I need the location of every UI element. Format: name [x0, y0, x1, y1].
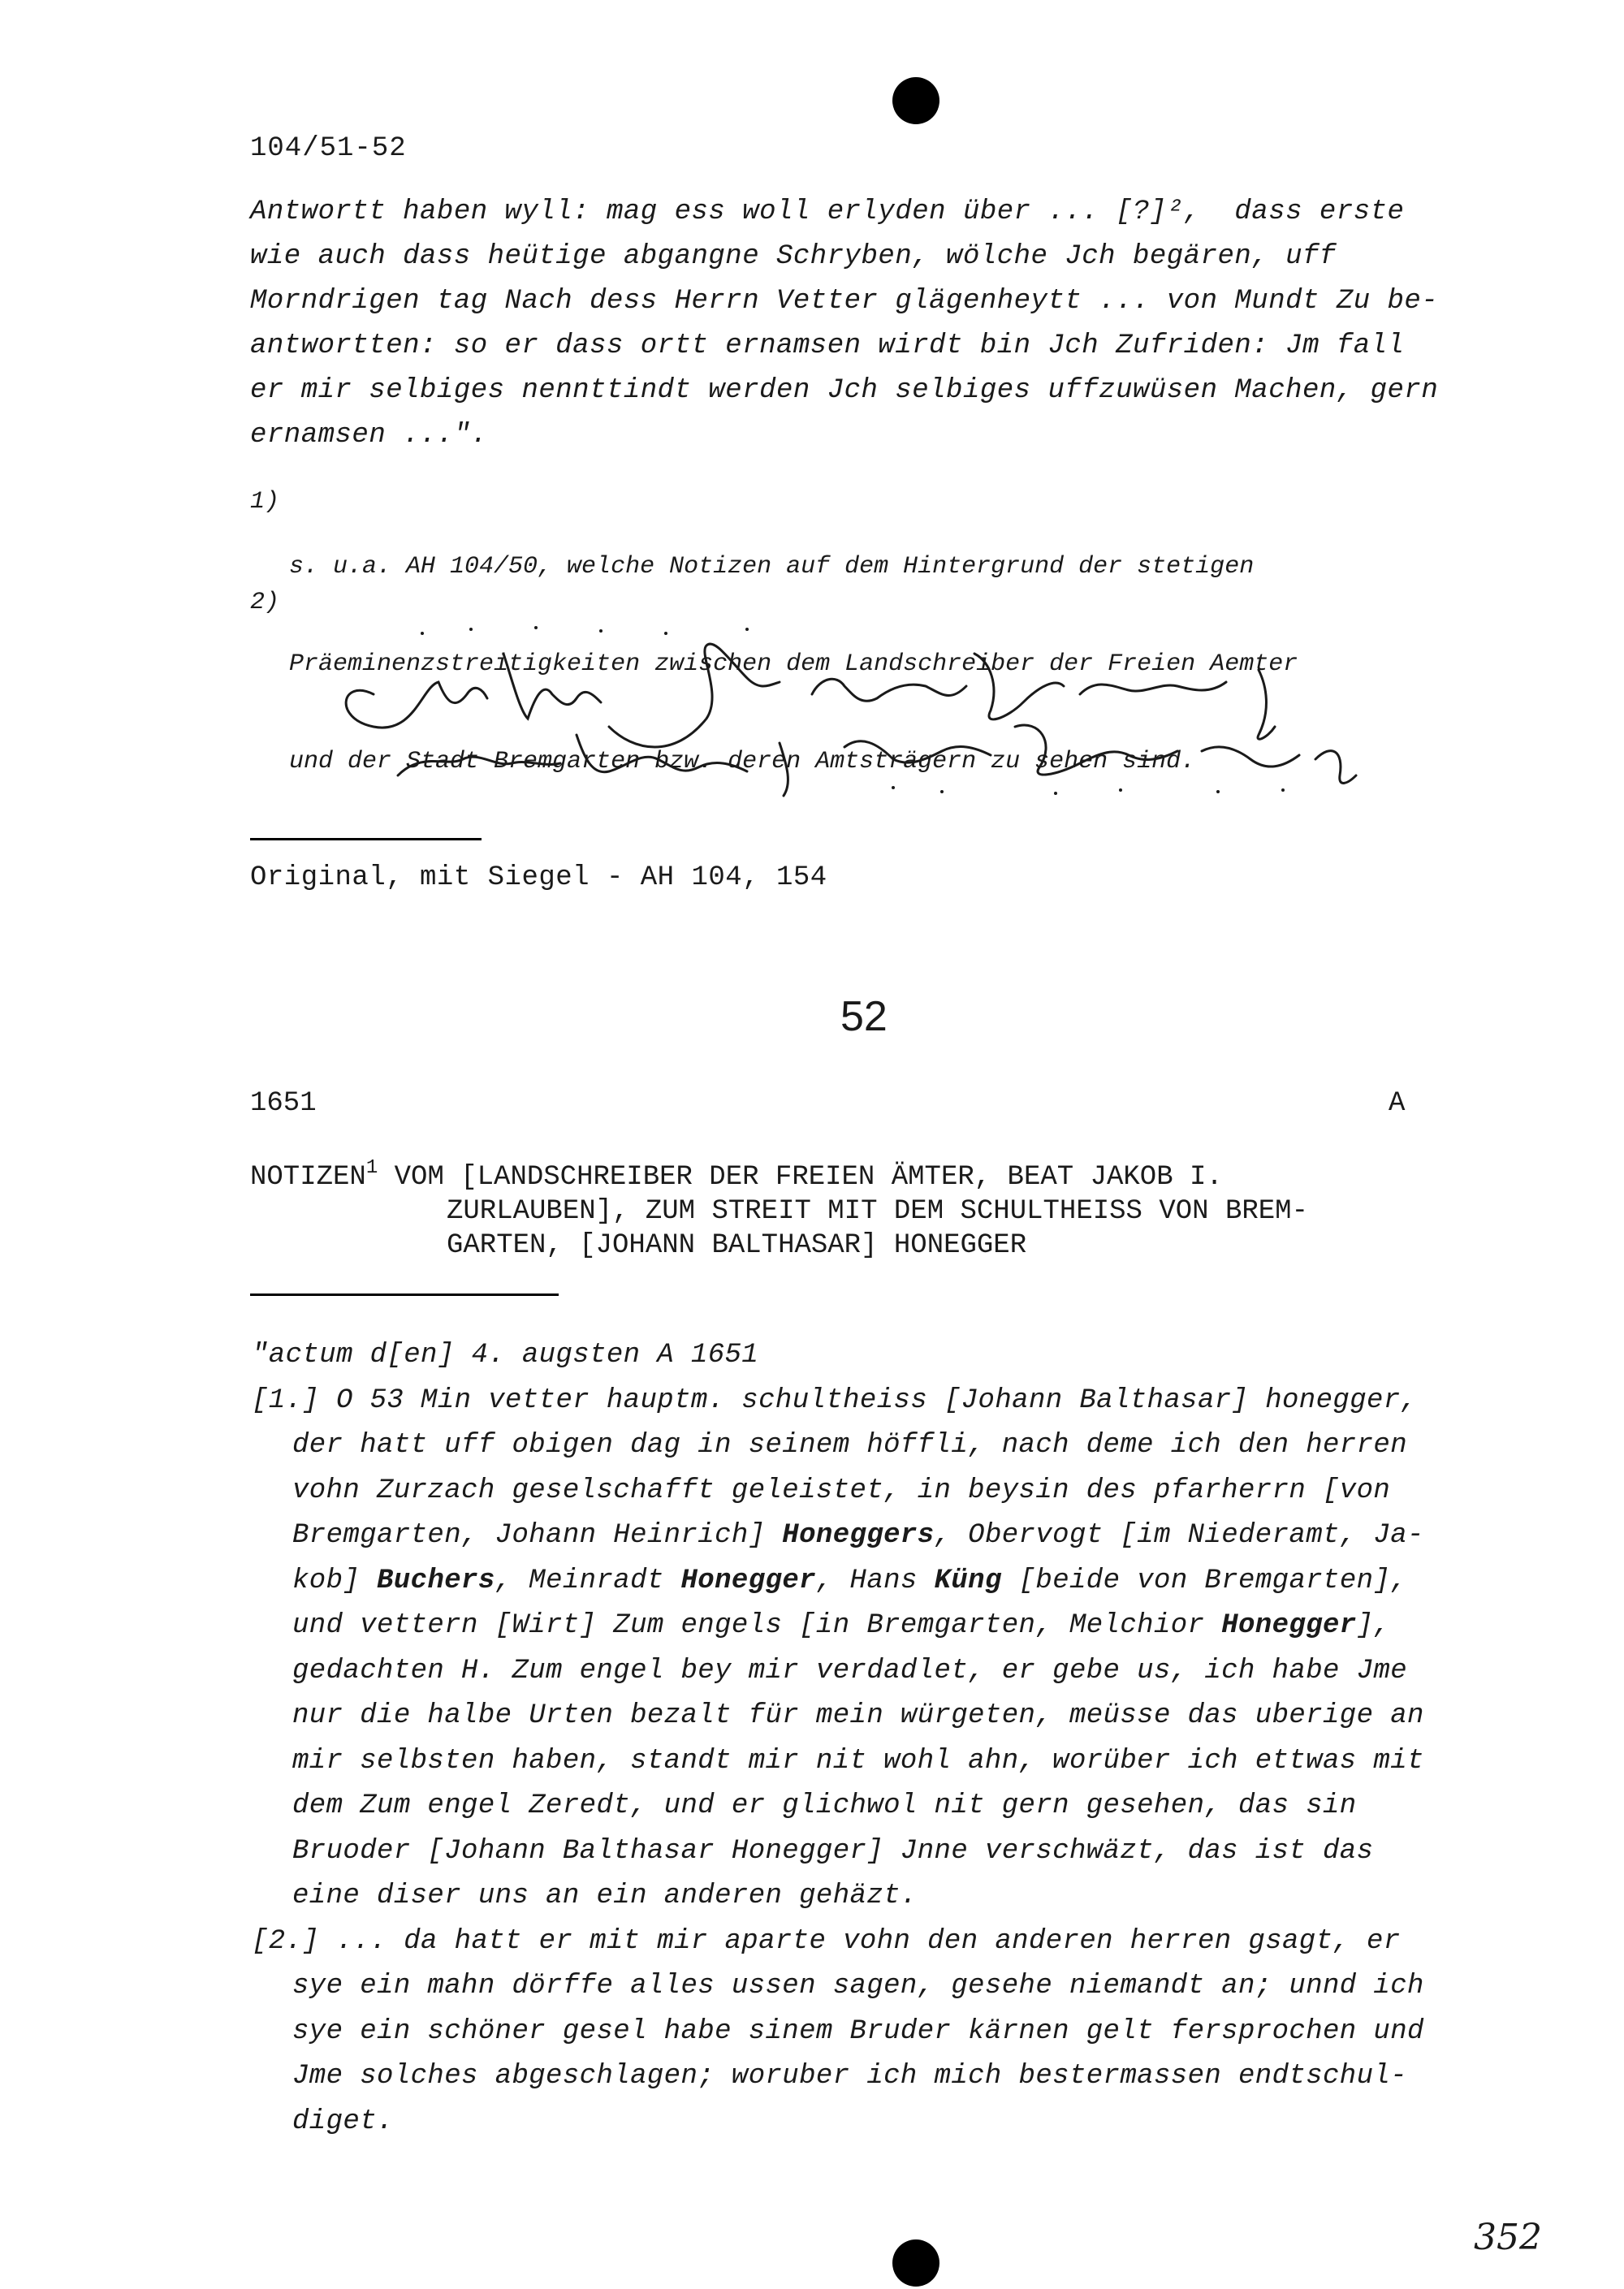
body-bold-name: Buchers: [377, 1565, 495, 1596]
body-line: [252, 1514, 1518, 1559]
punch-hole-bottom: [892, 2239, 939, 2287]
footnote-line: Präeminenzstreitigkeiten zwischen dem Landschreiber der Freien Aemter: [289, 650, 1298, 678]
body-text-span: und vettern [Wirt] Zum engels [in Bremgarten, Melchior: [292, 1610, 1222, 1641]
body-line: Jme solches abgeschlagen; woruber ich mich bestermassen endtschul-: [292, 2061, 1408, 2092]
quote-line: Morndrigen tag Nach dess Herrn Vetter glägenheytt ... von Mundt Zu be-: [250, 286, 1439, 317]
body-line: sye ein mahn dörffe alles ussen sagen, gesehe niemandt an; unnd ich: [292, 1971, 1424, 2002]
body-line: sye ein schöner gesel habe sinem Bruder kärnen gelt fersprochen und: [292, 2015, 1424, 2047]
body-line: diget.: [292, 2105, 394, 2137]
heading-footnote-marker: 1: [365, 1157, 378, 1179]
body-text-span: kob]: [292, 1565, 378, 1596]
body-bold-name: Küng: [934, 1565, 1002, 1596]
handwritten-page-number: 352: [1474, 2217, 1542, 2258]
heading-line: ZURLAUBEN], ZUM STREIT MIT DEM SCHULTHEISS VON BREM-: [447, 1196, 1308, 1227]
section-divider: [250, 838, 482, 840]
quote-line: wie auch dass heütige abgangne Schryben, wölche Jch begären, uff: [250, 241, 1337, 272]
body-text-span: , Hans: [815, 1565, 935, 1596]
footnote-line: s. u.a. AH 104/50, welche Notizen auf dem Hintergrund der stetigen: [289, 553, 1255, 581]
body-bold-name: Honegger: [680, 1565, 816, 1596]
document-year: 1651: [250, 1088, 317, 1119]
transcription-body: [252, 1333, 1518, 2144]
quote-line: ernamsen ...".: [250, 420, 488, 451]
quote-block: [250, 190, 1501, 458]
document-letter: A: [1389, 1088, 1406, 1119]
body-line: [252, 1604, 1518, 1649]
body-line: dem Zum engel Zeredt, und er glichwol nit gern gesehen, das sin: [292, 1790, 1357, 1821]
body-line: mir selbsten haben, standt mir nit wohl ahn, worüber ich ettwas mit: [292, 1745, 1424, 1777]
body-line: gedachten H. Zum engel bey mir verdadlet, er gebe us, ich habe Jme: [292, 1655, 1408, 1687]
footnote-line: und der Stadt Bremgarten bzw. deren Amtsträgern zu sehen sind.: [289, 748, 1196, 775]
heading-divider: [250, 1294, 559, 1296]
body-line: nur die halbe Urten bezalt für mein würgeten, meüsse das uberige an: [292, 1700, 1424, 1731]
handwritten-script-facsimile: [325, 605, 1372, 808]
body-text-span: , Meinradt: [495, 1565, 681, 1596]
heading-line: GARTEN, [JOHANN BALTHASAR] HONEGGER: [447, 1230, 1027, 1261]
quote-line: er mir selbiges nennttindt werden Jch selbiges uffzuwüsen Machen, gern: [250, 375, 1439, 406]
document-number: 52: [840, 993, 888, 1040]
body-line: der hatt uff obigen dag in seinem höffli, nach deme ich den herren: [292, 1430, 1408, 1461]
heading-line1-rest: VOM [LANDSCHREIBER DER FREIEN ÄMTER, BEAT JAKOB I.: [378, 1162, 1223, 1193]
body-bold-name: Honeggers: [782, 1520, 935, 1551]
source-note: Original, mit Siegel - AH 104, 154: [250, 862, 827, 893]
body-line: [2.] ... da hatt er mit mir aparte vohn den anderen herren gsagt, er: [252, 1925, 1401, 1957]
footnote-number: 2): [250, 589, 280, 616]
body-line: [1.] O 53 Min vetter hauptm. schultheiss [Johann Balthasar] honegger,: [252, 1384, 1418, 1416]
body-line: vohn Zurzach geselschafft geleistet, in beysin des pfarherrn [von: [292, 1475, 1391, 1506]
body-line: Bruoder [Johann Balthasar Honegger] Jnne verschwäzt, das ist das: [292, 1835, 1374, 1867]
heading-line: [250, 1151, 1308, 1194]
body-line: [252, 1559, 1518, 1604]
heading-prefix: NOTIZEN: [250, 1162, 366, 1193]
body-line: "actum d[en] 4. augsten A 1651: [252, 1340, 759, 1371]
footnote-number: 1): [250, 488, 280, 516]
document-heading: [250, 1151, 1308, 1263]
body-text-span: ],: [1356, 1610, 1391, 1641]
quote-line: antwortten: so er dass ortt ernamsen wirdt bin Jch Zufriden: Jm fall: [250, 330, 1405, 361]
body-text-span: Bremgarten, Johann Heinrich]: [292, 1520, 783, 1551]
body-bold-name: Honegger: [1221, 1610, 1357, 1641]
body-text-span: [beide von Bremgarten],: [1001, 1565, 1408, 1596]
document-reference: 104/51-52: [250, 133, 407, 164]
body-line: eine diser uns an ein anderen gehäzt.: [292, 1881, 918, 1911]
punch-hole-top: [892, 77, 939, 124]
quote-line: Antwortt haben wyll: mag ess woll erlyden über ... [?]², dass erste: [250, 197, 1405, 227]
body-text-span: , Obervogt [im Niederamt, Ja-: [934, 1520, 1424, 1551]
